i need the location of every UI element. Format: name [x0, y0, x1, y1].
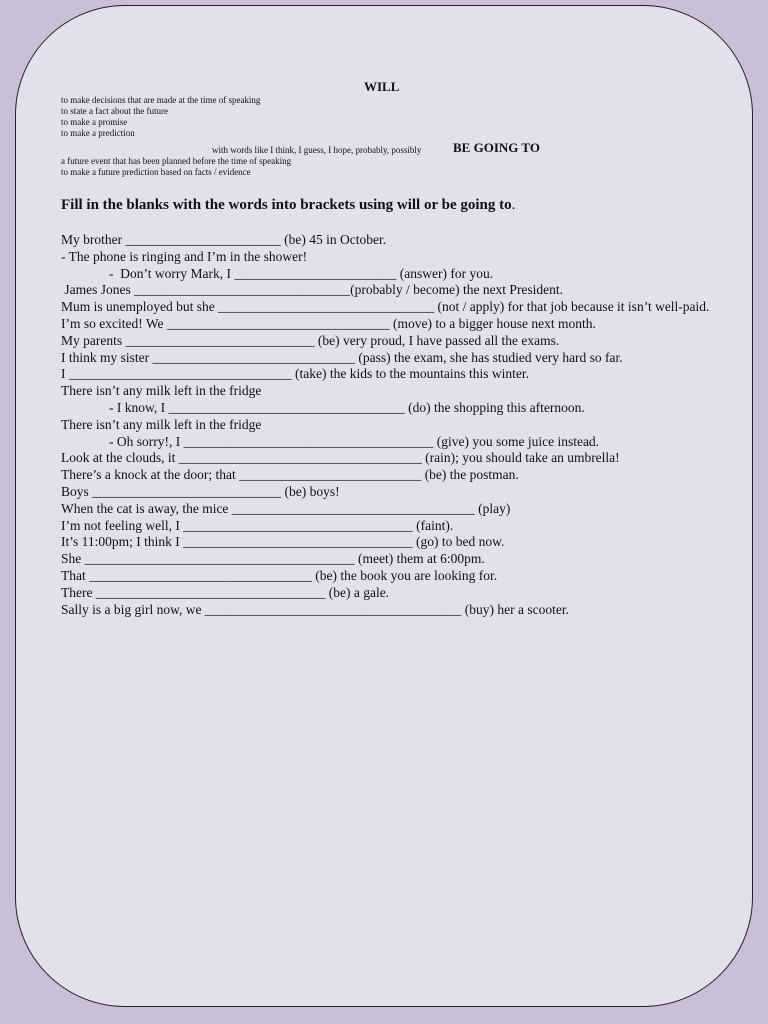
- exercise-item: James Jones ________________________________(probably / become) the next President.: [61, 282, 564, 298]
- exercise-list: [61, 232, 711, 618]
- instruction-text: Fill in the blanks with the words into brackets using will or be going to: [61, 197, 512, 213]
- exercise-item: She ________________________________________ (meet) them at 6:00pm.: [61, 551, 485, 567]
- exercise-item: Sally is a big girl now, we ______________________________________ (buy) her a scooter.: [61, 601, 569, 617]
- will-with-words: with words like I think, I guess, I hope, probably, possibly: [212, 145, 422, 155]
- exercise-item: Mum is unemployed but she ________________________________ (not / apply) for that job because it isn’t well-paid.: [61, 299, 710, 315]
- instruction-period: .: [511, 197, 516, 213]
- will-use-item: to make decisions that are made at the time of speaking: [61, 95, 261, 105]
- exercise-item: My brother _______________________ (be) 45 in October.: [61, 232, 387, 247]
- going-to-use-item: to make a future prediction based on facts / evidence: [61, 167, 251, 177]
- exercise-item: There isn’t any milk left in the fridge: [61, 416, 262, 432]
- exercise-item: There __________________________________ (be) a gale.: [61, 584, 390, 600]
- exercise-item: I’m so excited! We _________________________________ (move) to a bigger house next month.: [61, 315, 596, 331]
- exercise-item: There’s a knock at the door; that ___________________________ (be) the postman.: [61, 467, 519, 483]
- will-use-item: to make a prediction: [61, 128, 135, 138]
- exercise-item: - The phone is ringing and I’m in the shower!: [61, 248, 308, 264]
- exercise-item: I think my sister ______________________________ (pass) the exam, she has studied very hard so far.: [61, 349, 623, 365]
- exercise-item: - I know, I ___________________________________ (do) the shopping this afternoon.: [109, 399, 585, 415]
- exercise-item: I _________________________________ (take) the kids to the mountains this winter.: [61, 366, 529, 382]
- exercise-item: I’m not feeling well, I __________________________________ (faint).: [61, 517, 454, 533]
- exercise-instruction: [61, 197, 515, 214]
- exercise-item: When the cat is away, the mice ____________________________________ (play): [61, 500, 511, 516]
- going-to-uses-list: [61, 156, 291, 178]
- going-to-heading: BE GOING TO: [453, 140, 540, 155]
- will-heading: WILL: [364, 79, 400, 94]
- will-use-item: to make a promise: [61, 117, 128, 127]
- exercise-item: My parents ____________________________ (be) very proud, I have passed all the exams.: [61, 332, 560, 348]
- will-uses-list: [61, 95, 260, 139]
- exercise-item: Boys ____________________________ (be) boys!: [61, 483, 340, 499]
- exercise-item: That _________________________________ (be) the book you are looking for.: [61, 567, 498, 583]
- exercise-item: - Don’t worry Mark, I ________________________ (answer) for you.: [109, 265, 494, 281]
- exercise-item: There isn’t any milk left in the fridge: [61, 383, 262, 399]
- going-to-use-item: a future event that has been planned before the time of speaking: [61, 156, 292, 166]
- will-use-item: to state a fact about the future: [61, 106, 168, 116]
- exercise-item: It’s 11:00pm; I think I __________________________________ (go) to bed now.: [61, 534, 505, 550]
- exercise-item: - Oh sorry!, I _____________________________________ (give) you some juice instead.: [109, 433, 600, 449]
- exercise-item: Look at the clouds, it ____________________________________ (rain); you should take an umbrella!: [61, 450, 620, 466]
